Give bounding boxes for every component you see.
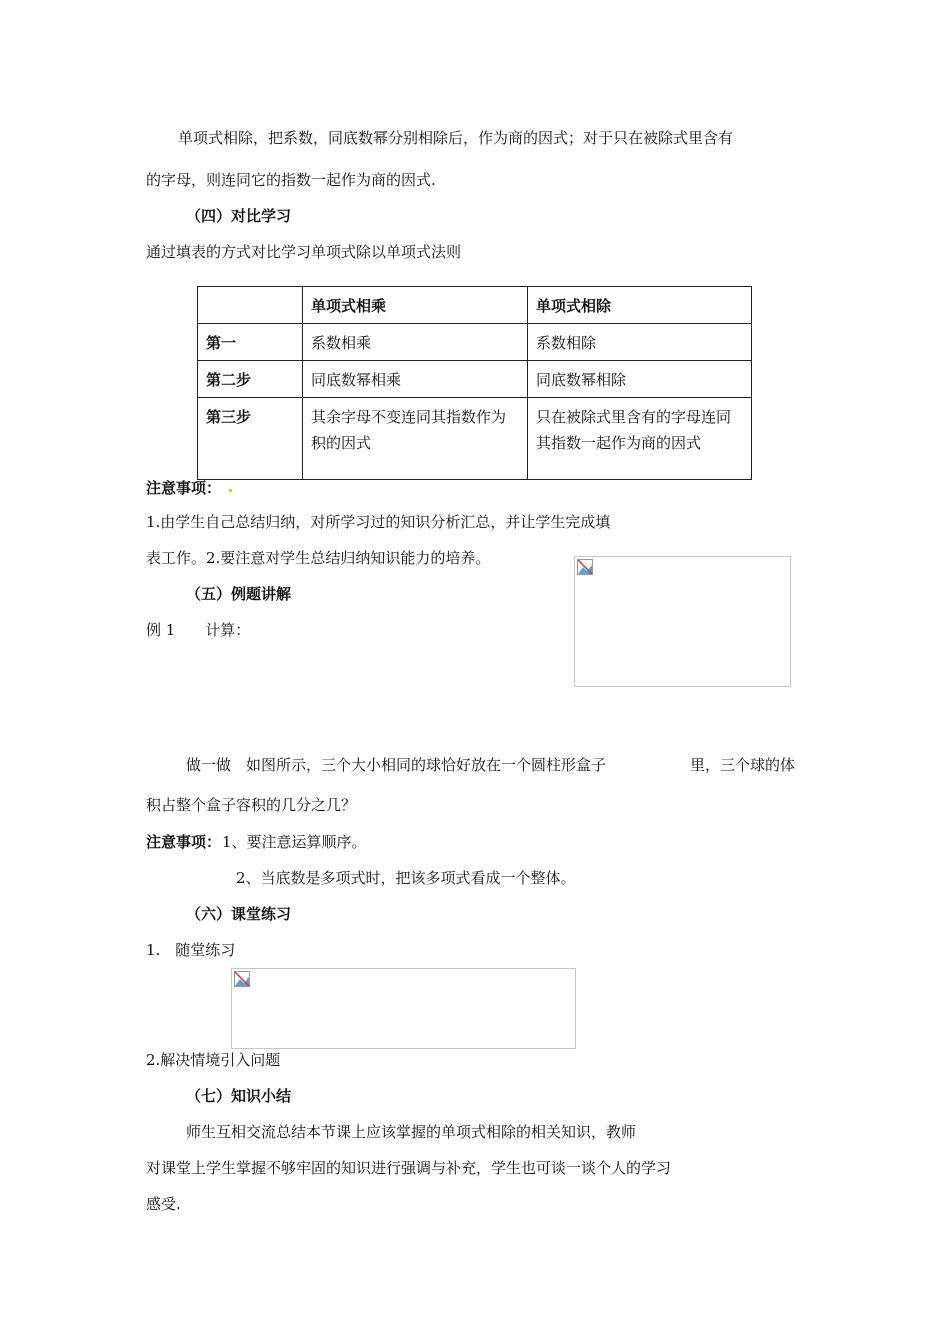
activity-line2: 积占整个盒子容积的几分之几？ (146, 796, 357, 814)
example-1-label: 例 1 计算： (146, 621, 251, 639)
section-7-heading: （七）知识小结 (186, 1087, 292, 1105)
practice-item2: 2.解决情境引入问题 (146, 1051, 281, 1069)
table-row (198, 398, 752, 480)
broken-image-icon (234, 971, 250, 987)
summary-line2: 对课堂上学生掌握不够牢固的知识进行强调与补充，学生也可谈一谈个人的学习 (146, 1159, 672, 1177)
notes-line1: 1.由学生自己总结归纳，对所学习过的知识分析汇总，并让学生完成填 (146, 513, 611, 531)
comparison-table (197, 286, 752, 480)
image-placeholder (231, 968, 576, 1049)
rule-text-line1: 单项式相除，把系数，同底数幂分别相除后，作为商的因式；对于只在被除式里含有 (178, 129, 734, 147)
image-placeholder (574, 556, 791, 687)
table-cell: 同底数幂相除 (528, 361, 752, 398)
table-cell: 系数相除 (528, 324, 752, 361)
table-header-divide: 单项式相除 (528, 287, 752, 324)
notes-line2: 表工作。2.要注意对学生总结归纳知识能力的培养。 (146, 549, 491, 567)
section-6-heading: （六）课堂练习 (186, 905, 292, 923)
summary-line3: 感受. (146, 1195, 181, 1213)
notes-label: 注意事项： (146, 479, 222, 497)
table-row (198, 361, 752, 398)
section-4-intro: 通过填表的方式对比学习单项式除以单项式法则 (146, 243, 462, 261)
activity-line1b: 里，三个球的体 (690, 756, 796, 774)
notes2-item1: 1、要注意运算顺序。 (222, 833, 367, 851)
table-header-row (198, 287, 752, 324)
table-header-multiply: 单项式相乘 (303, 287, 528, 324)
section-5-heading: （五）例题讲解 (186, 585, 292, 603)
notes2-label: 注意事项： (146, 833, 222, 851)
table-cell: 系数相乘 (303, 324, 528, 361)
section-4-heading: （四）对比学习 (186, 207, 292, 225)
notes2-item2: 2、当底数是多项式时，把该多项式看成一个整体。 (236, 869, 576, 887)
rule-text-line2: 的字母，则连同它的指数一起作为商的因式. (146, 171, 436, 189)
table-cell: 只在被除式里含有的字母连同其指数一起作为商的因式 (528, 398, 752, 480)
practice-item1: 1. 随堂练习 (146, 941, 236, 959)
summary-line1: 师生互相交流总结本节课上应该掌握的单项式相除的相关知识，教师 (186, 1123, 637, 1141)
table-cell: 其余字母不变连同其指数作为积的因式 (303, 398, 528, 480)
activity-line1a: 做一做 如图所示，三个大小相同的球恰好放在一个圆柱形盒子 (186, 756, 607, 774)
table-cell: 同底数幂相乘 (303, 361, 528, 398)
table-cell (198, 287, 303, 324)
table-row (198, 324, 752, 361)
table-cell: 第二步 (198, 361, 303, 398)
marker-dot (229, 489, 232, 492)
broken-image-icon (577, 559, 593, 575)
table-cell: 第一 (198, 324, 303, 361)
table-cell: 第三步 (198, 398, 303, 480)
